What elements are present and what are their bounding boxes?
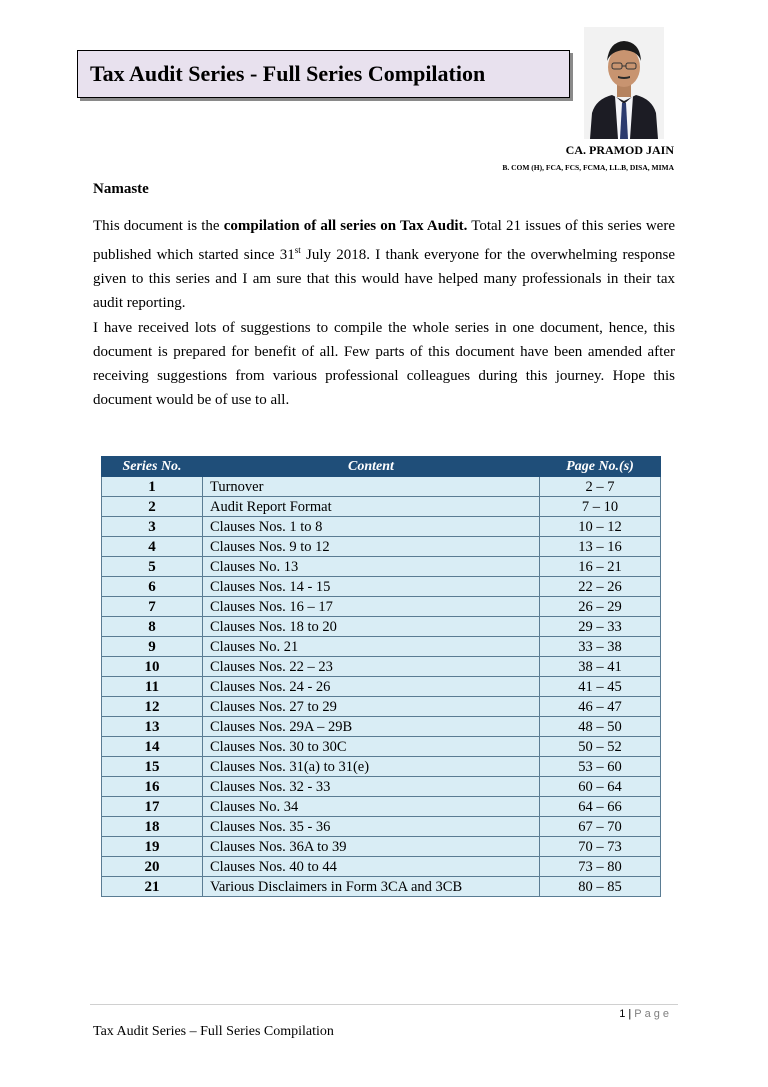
table-row: [102, 797, 661, 817]
series-number-cell: 21: [102, 877, 203, 897]
content-cell: Clauses No. 13: [203, 557, 540, 577]
intro-text-c: July 2018. I thank everyone for the overwhelming response given to this series and I am sure that this would have helped many professionals in their tax audit reporting.: [93, 247, 675, 311]
content-cell: Clauses Nos. 40 to 44: [203, 857, 540, 877]
intro-paragraph: [93, 214, 675, 315]
table-row: [102, 777, 661, 797]
page-range-cell: 7 – 10: [540, 497, 661, 517]
series-number-cell: 19: [102, 837, 203, 857]
table-row: [102, 877, 661, 897]
content-cell: Clauses Nos. 24 - 26: [203, 677, 540, 697]
author-qualifications: B. COM (H), FCA, FCS, FCMA, LL.B, DISA, MIMA: [502, 163, 674, 172]
page-range-cell: 13 – 16: [540, 537, 661, 557]
page-range-cell: 2 – 7: [540, 477, 661, 497]
page-range-cell: 80 – 85: [540, 877, 661, 897]
content-cell: Clauses Nos. 16 – 17: [203, 597, 540, 617]
content-cell: Clauses Nos. 36A to 39: [203, 837, 540, 857]
intro-text-b: Total 21 issues of this series were published which started since 31: [93, 218, 675, 263]
series-number-cell: 8: [102, 617, 203, 637]
page-range-cell: 22 – 26: [540, 577, 661, 597]
table-row: [102, 837, 661, 857]
footer-document-title: Tax Audit Series – Full Series Compilation: [93, 1024, 334, 1039]
content-cell: Clauses Nos. 32 - 33: [203, 777, 540, 797]
table-row: [102, 677, 661, 697]
page-range-cell: 53 – 60: [540, 757, 661, 777]
series-number-cell: 13: [102, 717, 203, 737]
second-paragraph: I have received lots of suggestions to compile the whole series in one document, hence, this document is prepared for benefit of all. Few parts of this document have been amended after receiving suggestions from various professional colleagues during this journey. Hope this document would be of use to all.: [93, 320, 675, 408]
page-range-cell: 41 – 45: [540, 677, 661, 697]
content-cell: Clauses Nos. 29A – 29B: [203, 717, 540, 737]
page-range-cell: 67 – 70: [540, 817, 661, 837]
series-number-cell: 16: [102, 777, 203, 797]
series-number-cell: 12: [102, 697, 203, 717]
series-table: [101, 456, 661, 897]
content-cell: Clauses Nos. 27 to 29: [203, 697, 540, 717]
table-row: [102, 857, 661, 877]
table-row: [102, 757, 661, 777]
series-number-cell: 17: [102, 797, 203, 817]
series-number-cell: 9: [102, 637, 203, 657]
content-cell: Clauses Nos. 30 to 30C: [203, 737, 540, 757]
page-range-cell: 73 – 80: [540, 857, 661, 877]
table-row: [102, 617, 661, 637]
page-range-cell: 38 – 41: [540, 657, 661, 677]
content-cell: Clauses No. 21: [203, 637, 540, 657]
series-number-cell: 10: [102, 657, 203, 677]
table-row: [102, 737, 661, 757]
header-content: Content: [203, 457, 540, 477]
footer-divider: [90, 1004, 678, 1005]
author-name: CA. PRAMOD JAIN: [565, 143, 674, 157]
table-row: [102, 557, 661, 577]
page-range-cell: 60 – 64: [540, 777, 661, 797]
author-photo: [584, 27, 664, 139]
page-range-cell: 29 – 33: [540, 617, 661, 637]
page-range-cell: 46 – 47: [540, 697, 661, 717]
content-cell: Various Disclaimers in Form 3CA and 3CB: [203, 877, 540, 897]
document-title-box: [77, 50, 570, 98]
page-range-cell: 48 – 50: [540, 717, 661, 737]
table-header-row: [102, 457, 661, 477]
content-cell: Clauses Nos. 22 – 23: [203, 657, 540, 677]
content-cell: Audit Report Format: [203, 497, 540, 517]
page-range-cell: 70 – 73: [540, 837, 661, 857]
content-cell: Clauses Nos. 1 to 8: [203, 517, 540, 537]
table-row: [102, 497, 661, 517]
series-number-cell: 3: [102, 517, 203, 537]
table-row: [102, 637, 661, 657]
page-number-value: 1: [619, 1008, 626, 1020]
series-number-cell: 1: [102, 477, 203, 497]
table-row: [102, 577, 661, 597]
intro-text-a: This document is the: [93, 218, 224, 234]
series-number-cell: 4: [102, 537, 203, 557]
series-number-cell: 14: [102, 737, 203, 757]
header-series-no: Series No.: [102, 457, 203, 477]
content-cell: Clauses No. 34: [203, 797, 540, 817]
page-number: [619, 1008, 672, 1020]
series-number-cell: 18: [102, 817, 203, 837]
page-range-cell: 26 – 29: [540, 597, 661, 617]
page-range-cell: 16 – 21: [540, 557, 661, 577]
content-cell: Clauses Nos. 31(a) to 31(e): [203, 757, 540, 777]
person-portrait-icon: [584, 27, 664, 139]
series-number-cell: 11: [102, 677, 203, 697]
series-number-cell: 6: [102, 577, 203, 597]
page-range-cell: 50 – 52: [540, 737, 661, 757]
series-number-cell: 20: [102, 857, 203, 877]
table-row: [102, 717, 661, 737]
page-label: Page: [634, 1008, 672, 1020]
series-number-cell: 7: [102, 597, 203, 617]
table-row: [102, 597, 661, 617]
table-row: [102, 477, 661, 497]
page-number-separator: |: [628, 1008, 632, 1020]
content-cell: Turnover: [203, 477, 540, 497]
content-cell: Clauses Nos. 9 to 12: [203, 537, 540, 557]
content-cell: Clauses Nos. 14 - 15: [203, 577, 540, 597]
table-row: [102, 697, 661, 717]
table-row: [102, 537, 661, 557]
series-number-cell: 15: [102, 757, 203, 777]
table-row: [102, 517, 661, 537]
content-cell: Clauses Nos. 18 to 20: [203, 617, 540, 637]
greeting: Namaste: [93, 181, 149, 197]
page-range-cell: 33 – 38: [540, 637, 661, 657]
series-number-cell: 2: [102, 497, 203, 517]
document-title: Tax Audit Series - Full Series Compilation: [90, 61, 486, 86]
content-cell: Clauses Nos. 35 - 36: [203, 817, 540, 837]
page-range-cell: 10 – 12: [540, 517, 661, 537]
header-page-nos: Page No.(s): [540, 457, 661, 477]
intro-superscript: st: [294, 245, 301, 255]
intro-text-bold: compilation of all series on Tax Audit.: [223, 218, 468, 234]
page-range-cell: 64 – 66: [540, 797, 661, 817]
table-row: [102, 657, 661, 677]
series-number-cell: 5: [102, 557, 203, 577]
table-row: [102, 817, 661, 837]
